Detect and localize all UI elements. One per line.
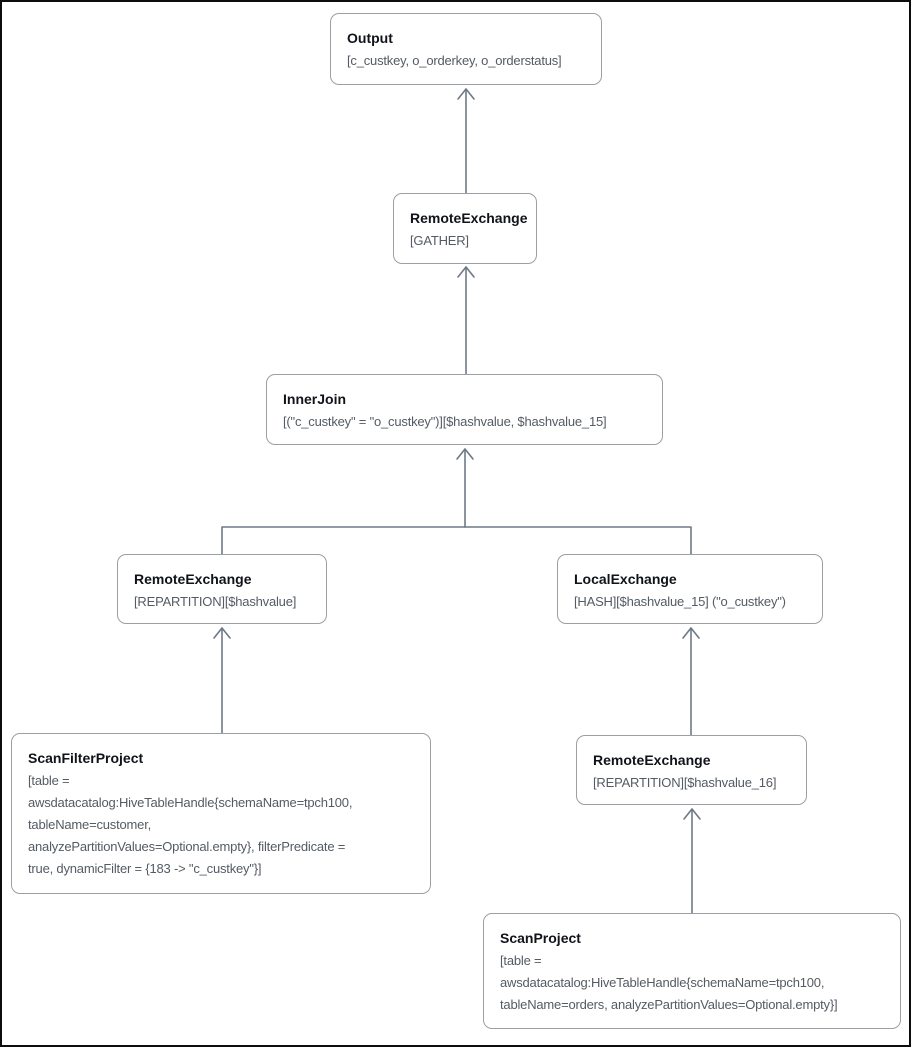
node-detail: analyzePartitionValues=Optional.empty}, filterPredicate =	[28, 839, 346, 854]
node-title: ScanFilterProject	[28, 750, 144, 766]
node-detail: awsdatacatalog:HiveTableHandle{schemaName=tpch100,	[500, 975, 825, 990]
plan-node-scan-project[interactable]	[483, 913, 901, 1029]
edge-scanproject-to-repartition16	[684, 809, 700, 913]
edge-scanfilterproject-to-repartition	[214, 628, 230, 733]
plan-node-remote-exchange-repartition[interactable]	[117, 554, 327, 624]
node-detail: [GATHER]	[410, 233, 469, 248]
node-detail: [HASH][$hashvalue_15] ("o_custkey")	[574, 594, 786, 609]
node-title: RemoteExchange	[410, 210, 528, 226]
plan-node-output[interactable]	[330, 13, 602, 85]
node-detail: [c_custkey, o_orderkey, o_orderstatus]	[347, 53, 562, 68]
node-title: RemoteExchange	[593, 752, 711, 768]
node-detail: true, dynamicFilter = {183 -> "c_custkey"}]	[28, 861, 262, 876]
edge-children-to-innerjoin	[222, 449, 691, 554]
edge-gather-to-output	[458, 89, 474, 193]
node-title: ScanProject	[500, 930, 581, 946]
node-detail: [table =	[500, 953, 542, 968]
edge-innerjoin-to-gather	[458, 267, 474, 374]
plan-node-local-exchange-hash[interactable]	[557, 554, 823, 624]
plan-node-remote-exchange-gather[interactable]	[393, 193, 537, 264]
node-title: InnerJoin	[283, 391, 347, 407]
node-detail: [REPARTITION][$hashvalue_16]	[593, 775, 777, 790]
node-title: LocalExchange	[574, 571, 677, 587]
node-detail: [("c_custkey" = "o_custkey")][$hashvalue, $hashvalue_15]	[283, 414, 607, 429]
node-title: RemoteExchange	[134, 571, 252, 587]
node-title: Output	[347, 30, 393, 46]
edge-repartition16-to-localexchange	[683, 628, 699, 735]
node-detail: awsdatacatalog:HiveTableHandle{schemaName=tpch100,	[28, 795, 353, 810]
node-detail: [REPARTITION][$hashvalue]	[134, 594, 297, 609]
plan-node-inner-join[interactable]	[266, 374, 663, 445]
plan-node-remote-exchange-repartition-16[interactable]	[576, 735, 807, 805]
node-detail: tableName=customer,	[28, 817, 152, 832]
plan-node-scan-filter-project[interactable]	[11, 733, 431, 894]
node-detail: tableName=orders, analyzePartitionValues=Optional.empty}]	[500, 997, 838, 1012]
node-detail: [table =	[28, 773, 70, 788]
